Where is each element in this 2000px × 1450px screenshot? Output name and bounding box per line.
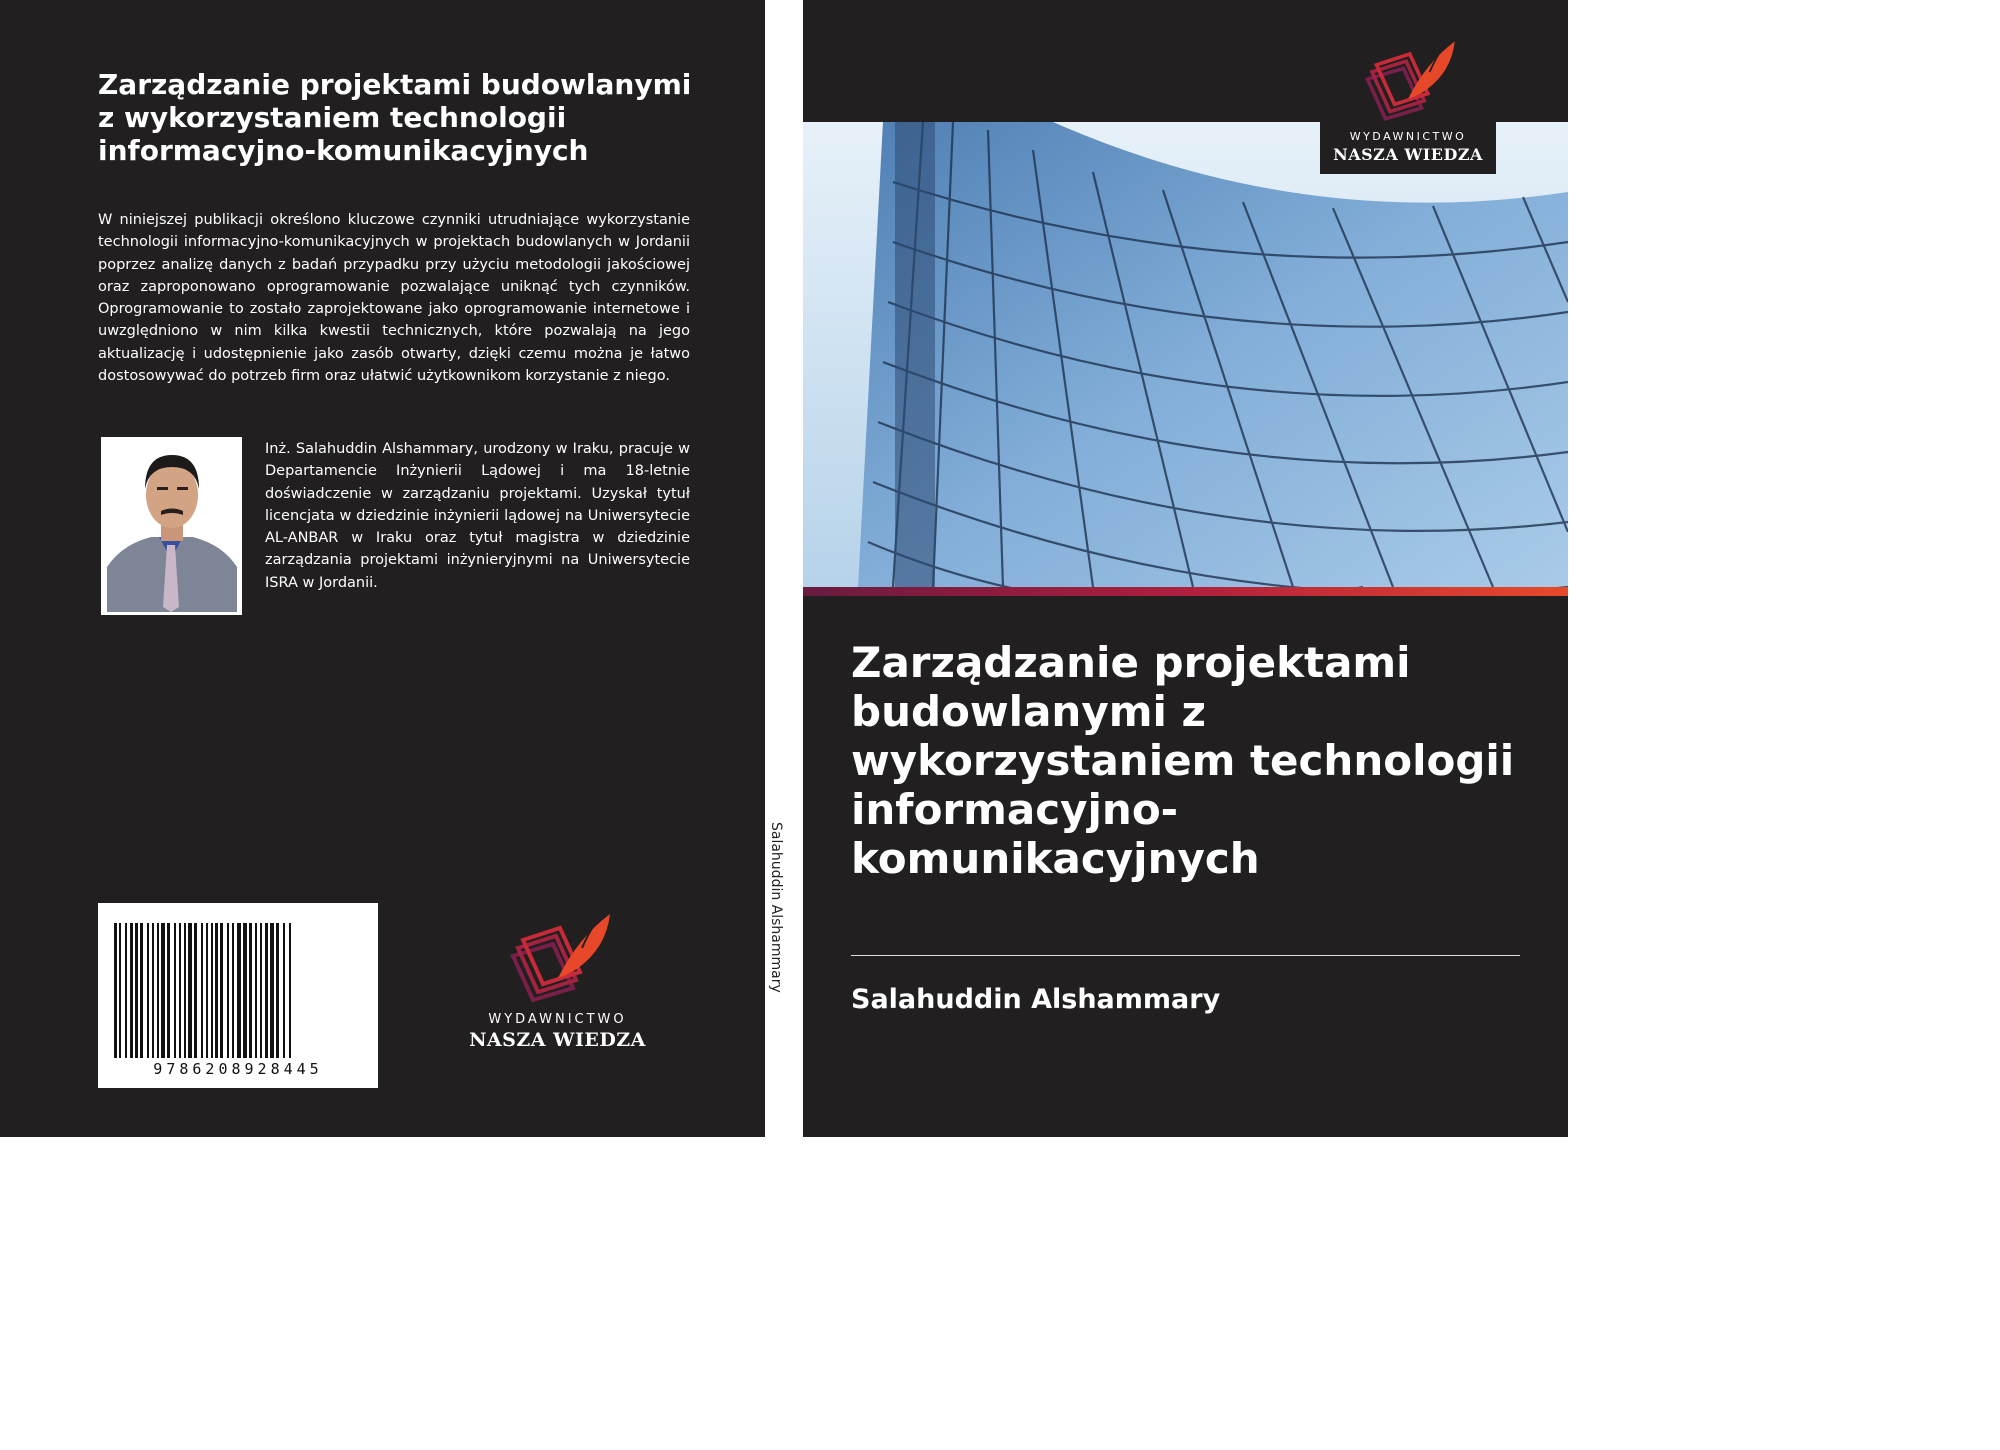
publisher-name-line1: WYDAWNICTWO	[1349, 130, 1467, 143]
isbn-barcode	[98, 903, 378, 1088]
barcode-bar	[276, 923, 279, 1058]
isbn-number: 9786208928445	[153, 1060, 323, 1078]
barcode-bar	[174, 923, 176, 1058]
glass-building-image	[803, 122, 1568, 587]
author-portrait-image	[101, 437, 242, 615]
title-divider	[851, 955, 1520, 956]
barcode-bar	[194, 923, 197, 1058]
barcode-bar	[184, 923, 186, 1058]
back-cover	[0, 0, 765, 1137]
barcode-bar	[135, 923, 138, 1058]
publisher-name-line2: NASZA WIEDZA	[469, 1029, 646, 1051]
front-cover-author: Salahuddin Alshammary	[851, 984, 1221, 1015]
barcode-bar	[114, 923, 117, 1058]
publisher-logo-back	[455, 908, 660, 1051]
author-photo	[101, 437, 242, 615]
barcode-bar	[270, 923, 274, 1058]
barcode-bar	[265, 923, 268, 1058]
barcode-bar	[289, 923, 291, 1058]
barcode-bar	[255, 923, 257, 1058]
barcode-bar	[243, 923, 247, 1058]
barcode-bar	[220, 923, 223, 1058]
publisher-name-line2: NASZA WIEDZA	[1333, 145, 1483, 164]
front-cover	[803, 0, 1568, 1137]
barcode-bar	[125, 923, 127, 1058]
author-bio: Inż. Salahuddin Alshammary, urodzony w Iraku, pracuje w Departamencie Inżynierii Lądowej i ma 18-letnie doświadczenie w zarządzaniu projektami. Uzyskał tytuł licencjata w dziedzinie inżynierii lądowej na Uniwersytecie AL-ANBAR w Iraku oraz tytuł magistra w dziedzinie zarządzania projektami inżynieryjnymi na Uniwersytecie ISRA w Jordanii.	[265, 441, 690, 591]
barcode-bar	[206, 923, 208, 1058]
back-cover-title: Zarządzanie projektami budowlanymi z wykorzystaniem technologii informacyjno-komunikacyjnych	[98, 68, 692, 167]
barcode-bar	[167, 923, 170, 1058]
barcode-bar	[227, 923, 229, 1058]
barcode-bar	[215, 923, 218, 1058]
book-description: W niniejszej publikacji określono kluczowe czynniki utrudniające wykorzystanie technologii informacyjno-komunikacyjnych w projektach budowlanych w Jordanii poprzez analizę danych z badań przypadku przy użyciu metodologii jakościowej oraz zaproponowano oprogramowanie pozwalające uniknąć tych czynników. Oprogramowanie to zostało zaprojektowane jako oprogramowanie internetowe i uwzględniono w nim kilka kwestii technicznych, które pozwalają na jego aktualizację i udostępnienie jako zasób otwarty, dzięki czemu można je łatwo dostosowywać do potrzeb firm oraz ułatwić użytkownikom korzystanie z niego.	[98, 212, 690, 385]
barcode-bar	[157, 923, 159, 1058]
stacked-books-feather-icon	[498, 908, 618, 1008]
barcode-bar	[140, 923, 143, 1058]
barcode-bar	[188, 923, 192, 1058]
barcode-bar	[237, 923, 241, 1058]
barcode-bar	[201, 923, 203, 1058]
barcode-bar	[232, 923, 234, 1058]
barcode-bar	[249, 923, 252, 1058]
barcode-bar	[283, 923, 285, 1058]
publisher-logo-front	[1320, 28, 1496, 174]
building-photo	[803, 122, 1568, 587]
barcode-bar	[130, 923, 133, 1058]
barcode-bar	[161, 923, 165, 1058]
spine-author: Salahuddin Alshammary	[768, 822, 784, 993]
barcode-bar	[179, 923, 181, 1058]
accent-stripe	[803, 587, 1568, 596]
barcode-bar	[260, 923, 262, 1058]
barcode-bar	[147, 923, 149, 1058]
front-cover-title: Zarządzanie projektami budowlanymi z wykorzystaniem technologii informacyjno-komunikacyjnych	[851, 638, 1515, 883]
barcode-bar	[211, 923, 213, 1058]
stacked-books-feather-icon	[1353, 36, 1463, 126]
barcode-bar	[152, 923, 154, 1058]
barcode-bar	[119, 923, 121, 1058]
publisher-name-line1: WYDAWNICTWO	[488, 1012, 627, 1027]
